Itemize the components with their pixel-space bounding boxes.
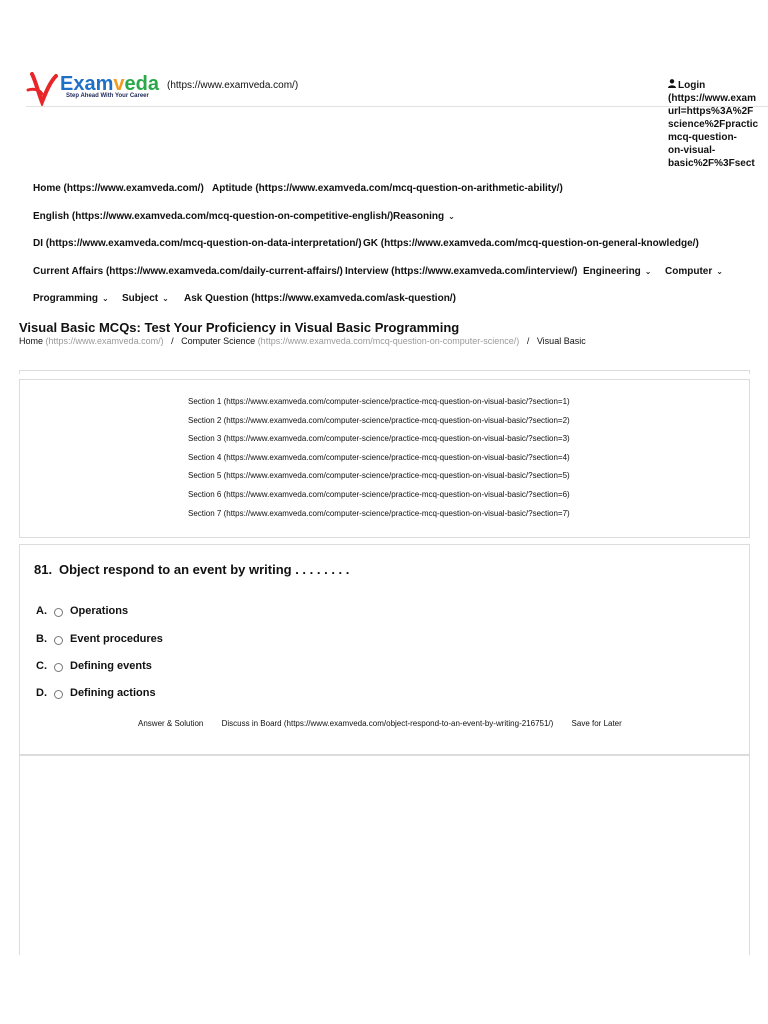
option-b[interactable] [36, 633, 163, 645]
login-link[interactable] [668, 79, 768, 170]
chevron-down-icon: ⌄ [162, 294, 169, 303]
login-url-line: mcq-question- [668, 132, 737, 143]
login-url-line: (https://www.exam [668, 93, 756, 104]
radio-button[interactable] [54, 636, 63, 645]
login-label: Login [668, 79, 768, 92]
option-text: Operations [70, 605, 129, 617]
logo-tagline: Step Ahead With Your Career [66, 93, 149, 99]
question-actions [138, 719, 638, 728]
sections-card [19, 379, 750, 538]
chevron-down-icon: ⌄ [716, 267, 723, 276]
examveda-logo[interactable] [26, 68, 166, 108]
section-link-7[interactable]: Section 7 (https://www.examveda.com/computer-science/practice-mcq-question-on-visual-basic/?section=7) [188, 509, 570, 518]
option-text: Defining actions [70, 687, 156, 699]
breadcrumb-separator: / [526, 336, 530, 346]
breadcrumb-cs-url: (https://www.examveda.com/mcq-question-on-computer-science/) [257, 336, 520, 346]
chevron-down-icon: ⌄ [102, 294, 109, 303]
svg-text:Examveda: Examveda [60, 73, 159, 95]
login-url-line: on-visual- [668, 145, 716, 156]
nav-reasoning-dropdown[interactable]: Reasoning ⌄ [393, 211, 455, 222]
breadcrumb-current: Visual Basic [536, 336, 586, 346]
login-url-line: science%2Fpractic [668, 119, 759, 130]
user-icon [668, 79, 676, 87]
option-text: Defining events [70, 660, 152, 672]
nav-di[interactable]: DI (https://www.examveda.com/mcq-question-on-data-interpretation/) [33, 238, 362, 249]
page-title: Visual Basic MCQs: Test Your Proficiency in Visual Basic Programming [19, 320, 460, 335]
breadcrumb [19, 336, 586, 346]
question-text: Object respond to an event by writing . . . . . . . . [59, 562, 350, 577]
radio-button[interactable] [54, 663, 63, 672]
nav-programming-dropdown[interactable]: Programming ⌄ [33, 293, 109, 304]
nav-subject-dropdown[interactable]: Subject ⌄ [122, 293, 169, 304]
discuss-in-board-link[interactable]: Discuss in Board (https://www.examveda.com/object-respond-to-an-event-by-writing-216751/) [221, 719, 554, 728]
nav-interview[interactable]: Interview (https://www.examveda.com/interview/) [345, 266, 578, 277]
nav-ask-question[interactable]: Ask Question (https://www.examveda.com/ask-question/) [184, 293, 456, 304]
radio-button[interactable] [54, 608, 63, 617]
nav-computer-dropdown[interactable]: Computer ⌄ [665, 266, 723, 277]
nav-home[interactable]: Home (https://www.examveda.com/) [33, 183, 204, 194]
option-letter: D. [36, 687, 47, 699]
option-c[interactable] [36, 660, 152, 672]
nav-current-affairs[interactable]: Current Affairs (https://www.examveda.com/daily-current-affairs/) [33, 266, 343, 277]
section-link-5[interactable]: Section 5 (https://www.examveda.com/computer-science/practice-mcq-question-on-visual-basic/?section=5) [188, 471, 570, 480]
radio-button[interactable] [54, 690, 63, 699]
save-for-later-button[interactable]: Save for Later [571, 719, 622, 728]
top-card-edge [19, 370, 750, 374]
header-divider [26, 106, 768, 107]
breadcrumb-computer-science[interactable]: Computer Science [181, 336, 256, 346]
option-a[interactable] [36, 605, 128, 617]
logo-url[interactable]: (https://www.examveda.com/) [167, 80, 299, 91]
option-text: Event procedures [70, 633, 163, 645]
option-d[interactable] [36, 687, 156, 699]
nav-gk[interactable]: GK (https://www.examveda.com/mcq-question-on-general-knowledge/) [363, 238, 699, 249]
answer-solution-button[interactable]: Answer & Solution [138, 719, 204, 728]
option-letter: C. [36, 660, 47, 672]
option-letter: B. [36, 633, 47, 645]
question-card [19, 544, 750, 755]
next-question-card [19, 755, 750, 955]
nav-english[interactable]: English (https://www.examveda.com/mcq-question-on-competitive-english/) [33, 211, 394, 222]
section-link-4[interactable]: Section 4 (https://www.examveda.com/computer-science/practice-mcq-question-on-visual-basic/?section=4) [188, 453, 570, 462]
chevron-down-icon: ⌄ [644, 267, 652, 276]
question-number: 81. [34, 562, 53, 577]
chevron-down-icon: ⌄ [448, 212, 455, 221]
section-link-1[interactable]: Section 1 (https://www.examveda.com/computer-science/practice-mcq-question-on-visual-basic/?section=1) [188, 397, 570, 406]
login-url-line: url=https%3A%2F [668, 106, 754, 117]
nav-engineering-dropdown[interactable]: Engineering ⌄ [583, 266, 652, 277]
breadcrumb-home-url: (https://www.examveda.com/) [45, 336, 164, 346]
login-url-line: basic%2F%3Fsect [668, 158, 755, 169]
logo-mark-icon [26, 68, 166, 108]
section-link-3[interactable]: Section 3 (https://www.examveda.com/computer-science/practice-mcq-question-on-visual-basic/?section=3) [188, 434, 570, 443]
section-link-6[interactable]: Section 6 (https://www.examveda.com/computer-science/practice-mcq-question-on-visual-basic/?section=6) [188, 490, 570, 499]
nav-aptitude[interactable]: Aptitude (https://www.examveda.com/mcq-question-on-arithmetic-ability/) [212, 183, 563, 194]
section-link-2[interactable]: Section 2 (https://www.examveda.com/computer-science/practice-mcq-question-on-visual-basic/?section=2) [188, 416, 570, 425]
breadcrumb-home[interactable]: Home [19, 336, 44, 346]
option-letter: A. [36, 605, 47, 617]
breadcrumb-separator: / [171, 336, 174, 346]
